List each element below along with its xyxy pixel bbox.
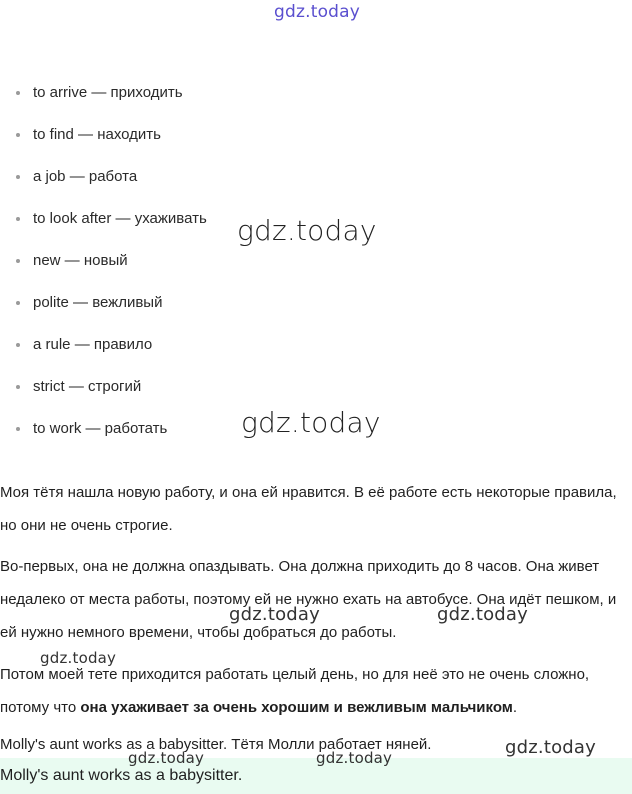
vocab-item bbox=[0, 366, 632, 408]
vocab-item bbox=[0, 198, 632, 240]
vocab-text: a rule — правило bbox=[33, 336, 153, 353]
vocabulary-list bbox=[0, 72, 632, 450]
bullet-icon bbox=[16, 217, 20, 221]
bullet-icon bbox=[16, 91, 20, 95]
watermark-big-2: gdz.today bbox=[241, 406, 381, 439]
answer-highlight: Molly's aunt works as a babysitter. bbox=[0, 758, 632, 794]
vocab-item bbox=[0, 408, 632, 450]
vocab-text: polite — вежливый bbox=[33, 294, 163, 311]
vocab-text: to work — работать bbox=[33, 420, 168, 437]
vocab-text: to look after — ухаживать bbox=[33, 210, 207, 227]
watermark-top: gdz.today bbox=[274, 2, 361, 22]
watermark-big-1: gdz.today bbox=[237, 214, 377, 247]
paragraph-3-end: . bbox=[512, 699, 518, 716]
watermark-right: gdz.today bbox=[505, 737, 597, 758]
bullet-icon bbox=[16, 343, 20, 347]
bullet-icon bbox=[16, 385, 20, 389]
paragraph-3-start: Потом моей тете приходится работать целый день, но для неё это не очень сложно, потому что bbox=[0, 666, 590, 716]
bullet-icon bbox=[16, 133, 20, 137]
bullet-icon bbox=[16, 259, 20, 263]
vocab-item bbox=[0, 240, 632, 282]
vocab-text: new — новый bbox=[33, 252, 128, 269]
vocab-text: a job — работа bbox=[33, 168, 138, 185]
paragraph-2: Во-первых, она не должна опаздывать. Она должна приходить до 8 часов. Она живет недалеко от места работы, поэтому ей не нужно ехать на автобусе. Она идёт пешком, и ей нужно немного времени, чтобы добраться до работы. bbox=[0, 558, 617, 641]
bullet-icon bbox=[16, 175, 20, 179]
vocab-item bbox=[0, 324, 632, 366]
paragraph-3-bold: она ухаживает за очень хорошим и вежливым мальчиком bbox=[80, 699, 513, 716]
vocab-text: to arrive — приходить bbox=[33, 84, 183, 101]
paragraph-3 bbox=[0, 658, 630, 724]
paragraph-4: Molly's aunt works as a babysitter. Тётя Молли работает няней. bbox=[0, 736, 432, 753]
watermark-mid-1: gdz.today bbox=[229, 604, 321, 625]
vocab-text: strict — строгий bbox=[33, 378, 142, 395]
bullet-icon bbox=[16, 301, 20, 305]
vocab-text: to find — находить bbox=[33, 126, 161, 143]
vocab-item bbox=[0, 72, 632, 114]
vocab-item bbox=[0, 114, 632, 156]
vocab-item bbox=[0, 282, 632, 324]
watermark-small-2: gdz.today bbox=[128, 749, 205, 767]
vocab-item bbox=[0, 156, 632, 198]
watermark-small-1: gdz.today bbox=[40, 649, 117, 667]
bullet-icon bbox=[16, 427, 20, 431]
watermark-mid-2: gdz.today bbox=[437, 604, 529, 625]
watermark-small-3: gdz.today bbox=[316, 749, 393, 767]
paragraph-1: Моя тётя нашла новую работу, и она ей нравится. В её работе есть некоторые правила, но они не очень строгие. bbox=[0, 484, 617, 534]
